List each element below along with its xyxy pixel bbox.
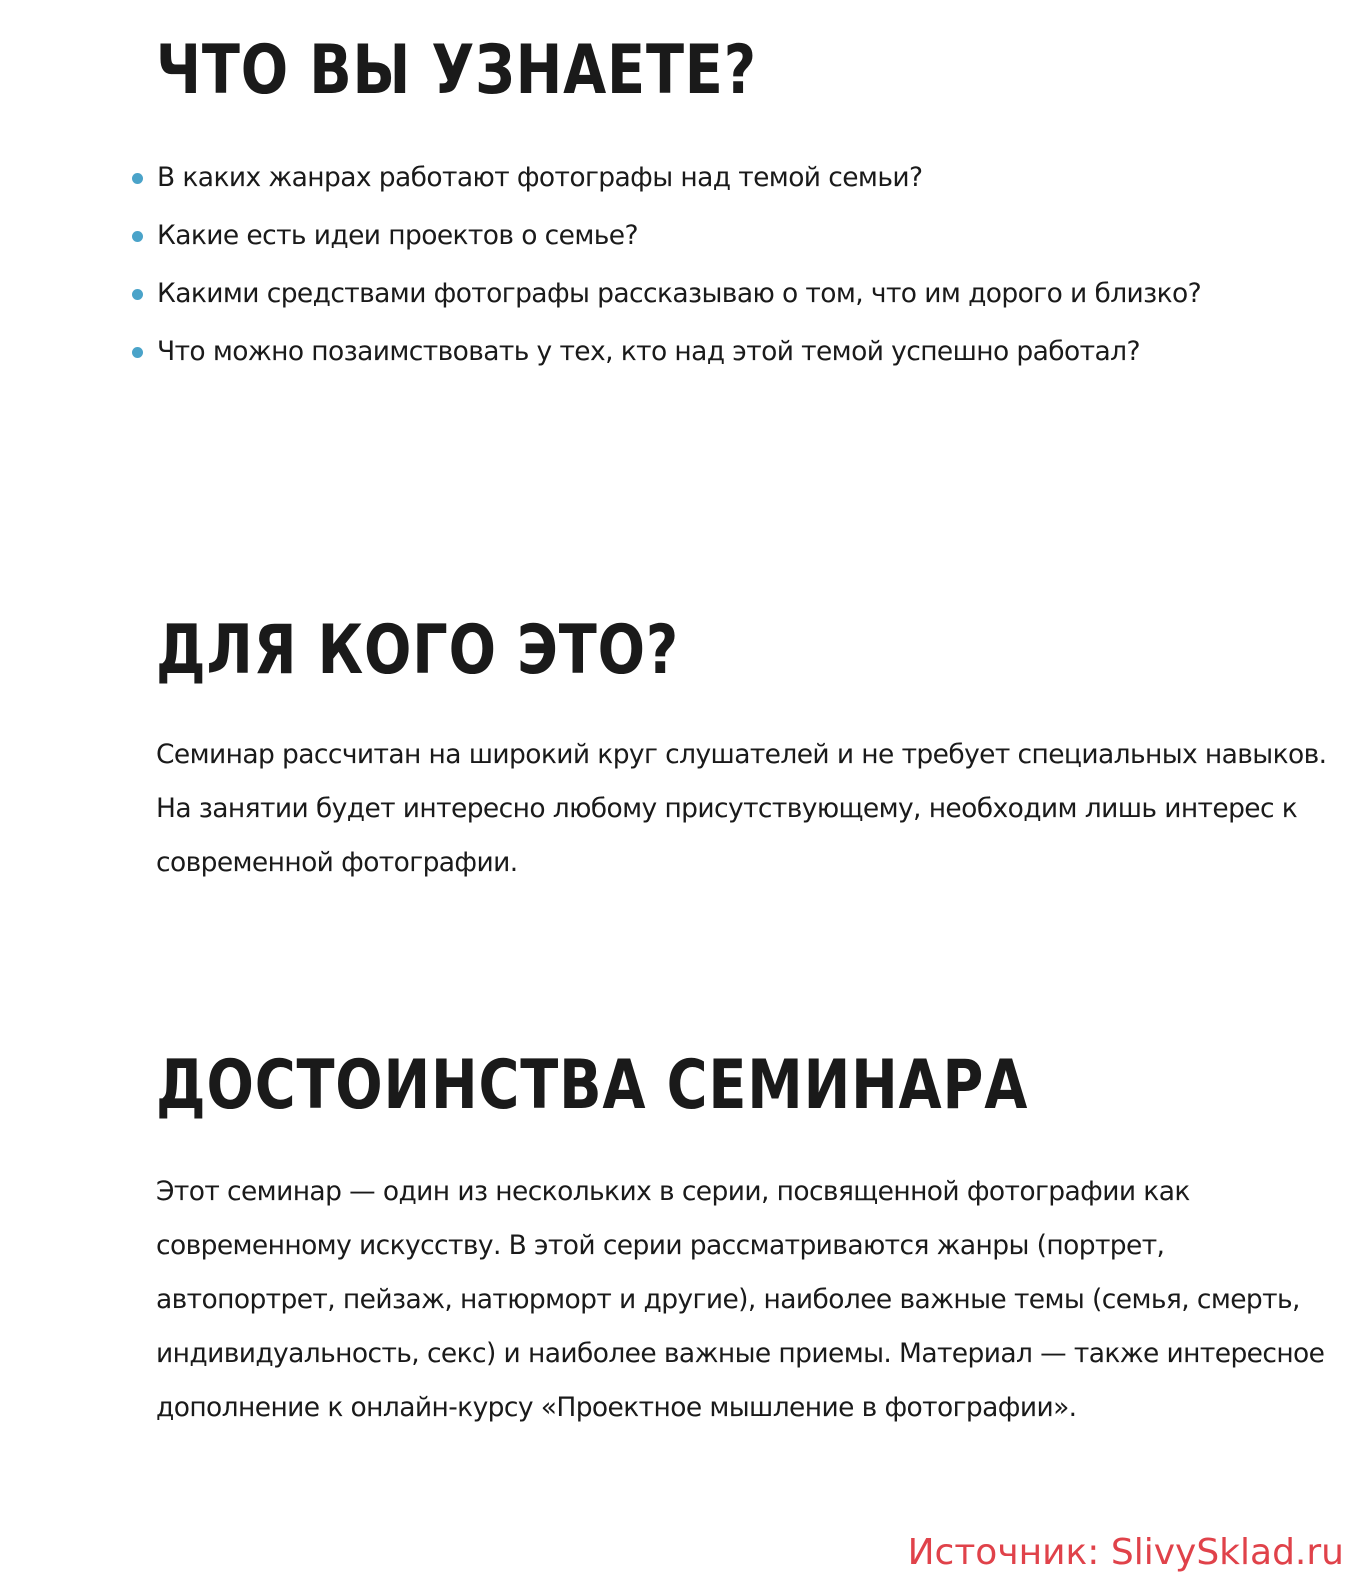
list-item-text: Какими средствами фотографы рассказываю о том, что им дорого и близко? <box>157 278 1202 309</box>
bullet-dot-icon <box>132 173 143 184</box>
learn-list <box>130 155 1330 387</box>
section-audience-text: Семинар рассчитан на широкий круг слушателей и не требует специальных навыков. На занятии будет интересно любому присутствующему, необходим лишь интерес к современной фотографии. <box>156 739 1327 878</box>
list-item <box>130 213 1330 271</box>
bullet-dot-icon <box>132 289 143 300</box>
list-item <box>130 329 1330 387</box>
list-item <box>130 155 1330 213</box>
list-item-text: В каких жанрах работают фотографы над темой семьи? <box>157 162 923 193</box>
section-advantages-title: ДОСТОИНСТВА СЕМИНАРА <box>156 1046 1029 1125</box>
bullet-dot-icon <box>132 347 143 358</box>
list-item-text: Какие есть идеи проектов о семье? <box>157 220 638 251</box>
list-item <box>130 271 1330 329</box>
section-audience-title: ДЛЯ КОГО ЭТО? <box>156 611 680 690</box>
section-advantages-text: Этот семинар — один из нескольких в серии, посвященной фотографии как современному искусству. В этой серии рассматриваются жанры (портрет, автопортрет, пейзаж, натюрморт и другие), наиболее важные темы (семья, смерть, индивидуальность, секс) и наиболее важные приемы. Материал — также интересное дополнение к онлайн-курсу «Проектное мышление в фотографии». <box>156 1176 1325 1423</box>
list-item-text: Что можно позаимствовать у тех, кто над этой темой успешно работал? <box>157 336 1140 367</box>
source-watermark: Источник: SlivySklad.ru <box>907 1532 1344 1573</box>
section-learn-title: ЧТО ВЫ УЗНАЕТЕ? <box>156 31 757 110</box>
bullet-dot-icon <box>132 231 143 242</box>
